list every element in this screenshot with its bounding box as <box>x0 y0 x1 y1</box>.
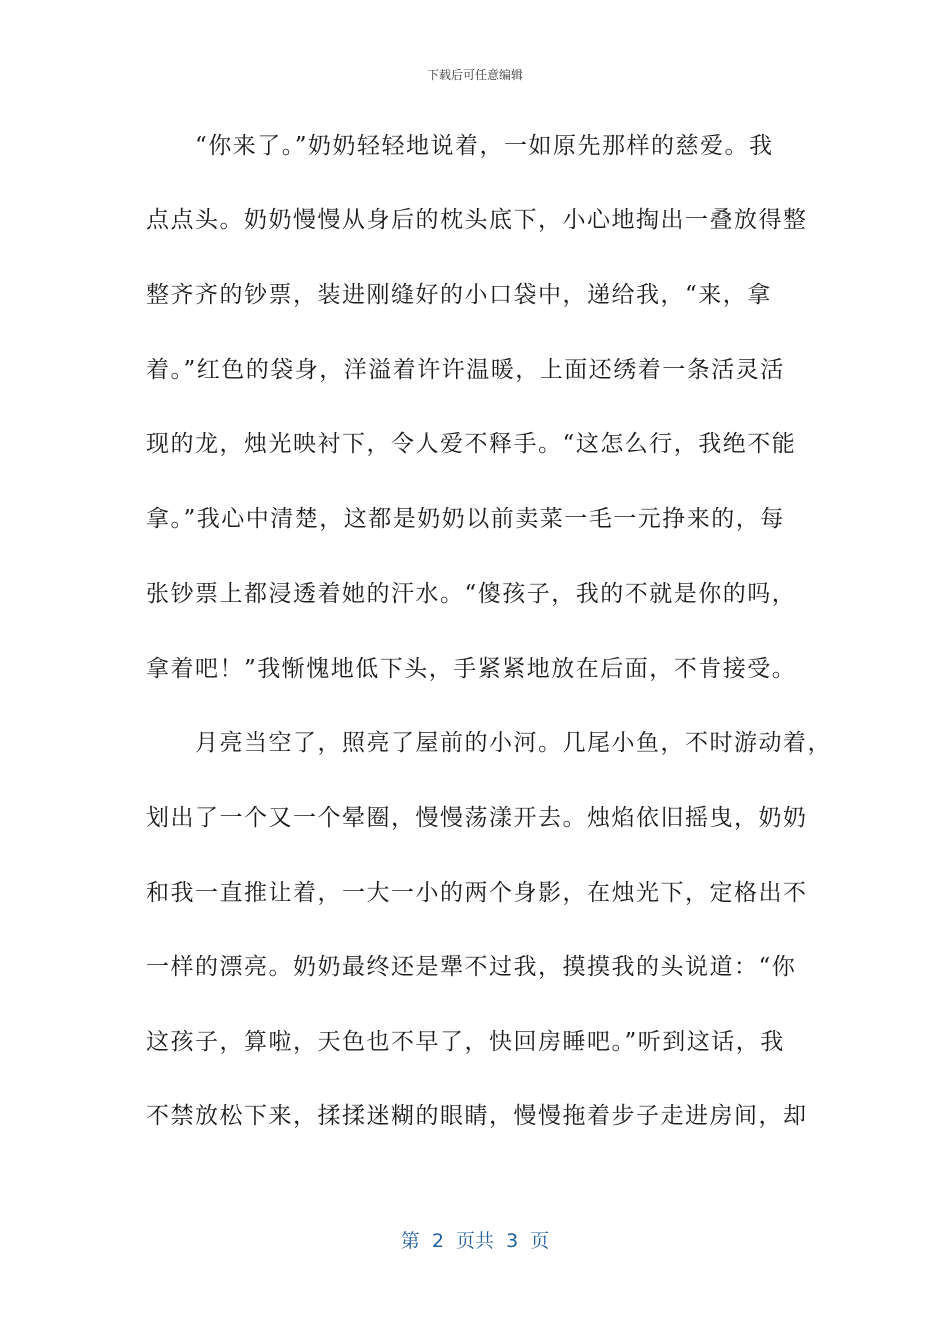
page-header: 下载后可任意编辑 <box>426 68 523 82</box>
body-line: “你来了。”奶奶轻轻地说着，一如原先那样的慈爱。我 <box>146 133 774 159</box>
body-line: 着。”红色的袋身，洋溢着许许温暖，上面还绣着一条活灵活 <box>146 357 785 383</box>
body-line: 拿着吧！”我惭愧地低下头，手紧紧地放在后面，不肯接受。 <box>146 656 797 682</box>
body-line: 月亮当空了，照亮了屋前的小河。几尾小鱼，不时游动着， <box>146 730 832 756</box>
body-line: 整齐齐的钞票，装进刚缝好的小口袋中，递给我，“来，拿 <box>146 282 772 308</box>
body-line: 现的龙，烛光映衬下，令人爱不释手。“这怎么行，我绝不能 <box>146 431 797 457</box>
body-line: 拿。”我心中清楚，这都是奶奶以前卖菜一毛一元挣来的，每 <box>146 506 785 532</box>
body-line: 一样的漂亮。奶奶最终还是犟不过我，摸摸我的头说道：“你 <box>146 954 797 980</box>
body-line: 点点头。奶奶慢慢从身后的枕头底下，小心地掏出一叠放得整 <box>146 207 808 233</box>
body-line: 张钞票上都浸透着她的汗水。“傻孩子，我的不就是你的吗， <box>146 581 797 607</box>
body-line: 划出了一个又一个晕圈，慢慢荡漾开去。烛焰依旧摇曳，奶奶 <box>146 805 808 831</box>
page-number-footer: 第 2 页共 3 页 <box>400 1230 550 1252</box>
body-line: 不禁放松下来，揉揉迷糊的眼睛，慢慢拖着步子走进房间，却 <box>146 1103 808 1129</box>
body-line: 这孩子，算啦，天色也不早了，快回房睡吧。”听到这话，我 <box>146 1029 785 1055</box>
body-line: 和我一直推让着，一大一小的两个身影，在烛光下，定格出不 <box>146 880 808 906</box>
